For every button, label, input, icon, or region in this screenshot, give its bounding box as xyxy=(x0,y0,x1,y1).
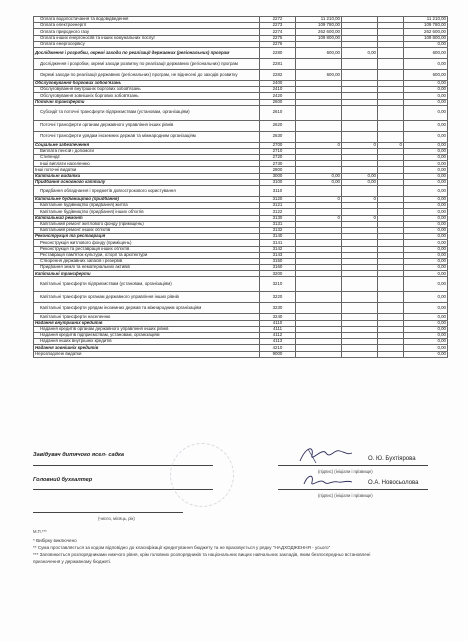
table-row xyxy=(34,292,448,303)
table-row xyxy=(34,120,448,131)
row-value-col4: 0,00 xyxy=(404,240,448,246)
row-value-col4: 0,00 xyxy=(404,303,448,314)
row-name: Виплата пенсій і допомоги xyxy=(34,148,260,154)
row-value-col1 xyxy=(296,58,342,69)
row-code: 2630 xyxy=(260,131,296,142)
row-value-col1: 262 600,00 xyxy=(296,29,342,35)
row-code: 2274 xyxy=(260,29,296,35)
row-code: 2600 xyxy=(260,99,296,105)
row-code: 3130 xyxy=(260,215,296,221)
row-name: Надання інших внутрішніх кредитів xyxy=(34,339,260,345)
footnote-3: *** Заповнюється розпорядниками нижчого рівня, крім головних розпорядників та національних вищих навчальних закладів, яким безпосередньо встановлені xyxy=(33,552,371,557)
row-code: 3100 xyxy=(260,179,296,185)
row-name: Стипендії xyxy=(34,155,260,161)
row-value-col4: 0,00 xyxy=(404,258,448,264)
row-value-col4: 0,00 xyxy=(404,333,448,339)
row-value-col2 xyxy=(342,303,378,314)
row-code: 2410 xyxy=(260,87,296,93)
row-code: 2281 xyxy=(260,58,296,69)
row-code: 2730 xyxy=(260,161,296,167)
row-name: Субсидії та поточні трансферти підприємствам (установам, організаціям) xyxy=(34,105,260,120)
row-value-col2 xyxy=(342,69,378,80)
row-value-col3 xyxy=(378,131,404,142)
row-value-col1 xyxy=(296,131,342,142)
row-value-col4: 0,00 xyxy=(404,215,448,221)
row-name: Придбання землі та нематеріальних активів xyxy=(34,265,260,271)
row-name: Капітальне будівництво (придбання) інших об'єктів xyxy=(34,209,260,215)
row-value-col4: 0,00 xyxy=(404,58,448,69)
row-value-col1: 0 xyxy=(296,215,342,221)
row-value-col1: 0,00 xyxy=(296,179,342,185)
row-name: Капітальний ремонт житлового фонду (приміщень) xyxy=(34,221,260,227)
row-code: 2276 xyxy=(260,41,296,47)
row-code: 2710 xyxy=(260,148,296,154)
row-name: Капітальне будівництво (придбання) житла xyxy=(34,203,260,209)
row-value-col3 xyxy=(378,303,404,314)
row-value-col4: 600,00 xyxy=(404,69,448,80)
row-value-col2 xyxy=(342,131,378,142)
row-value-col4: 0,00 xyxy=(404,320,448,326)
accountant-position-label: Головний бухгалтер xyxy=(33,477,93,483)
table-row xyxy=(34,351,448,357)
row-value-col1: 0 xyxy=(296,142,342,148)
row-value-col4: 0,00 xyxy=(404,345,448,351)
row-value-col2: 0 xyxy=(342,215,378,221)
row-name: Нерозподілені видатки xyxy=(34,351,260,357)
row-name: Реставрація пам'яток культури, історії та архітектури xyxy=(34,252,260,258)
date-caption: (число, місяць, рік) xyxy=(98,516,135,521)
row-value-col4: 0,00 xyxy=(404,99,448,105)
head-position-label: Завідувач дитячого ясел- садка xyxy=(33,452,125,458)
row-value-col4: 0,00 xyxy=(404,227,448,233)
row-value-col4: 11 210,00 xyxy=(404,17,448,23)
row-name: Капітальні трансферти органам державного управління інших рівнів xyxy=(34,292,260,303)
table-row xyxy=(34,186,448,197)
row-value-col3: 0 xyxy=(378,142,404,148)
row-value-col4: 0,00 xyxy=(404,155,448,161)
row-name: Реконструкція житлового фонду (приміщень) xyxy=(34,240,260,246)
row-code: 4210 xyxy=(260,345,296,351)
row-name: Капітальні трансферти урядам іноземних держав та міжнародним організаціям xyxy=(34,303,260,314)
row-code: 3143 xyxy=(260,252,296,258)
row-code: 2272 xyxy=(260,17,296,23)
row-name: Обслуговування зовнішніх боргових зобов'язань xyxy=(34,93,260,99)
row-name: Створення державних запасів і резервів xyxy=(34,258,260,264)
row-name: Інші виплати населенню xyxy=(34,161,260,167)
row-value-col4: 0,00 xyxy=(404,173,448,179)
row-name: Капітальні трансферти населенню xyxy=(34,314,260,320)
row-code: 3141 xyxy=(260,240,296,246)
row-code: 3140 xyxy=(260,234,296,240)
row-name: Надання внутрішніх кредитів xyxy=(34,320,260,326)
row-value-col4: 0,00 xyxy=(404,314,448,320)
row-value-col1 xyxy=(296,120,342,131)
accountant-name: О.А. Новосьолова xyxy=(368,480,419,486)
row-name: Капітальні трансферти xyxy=(34,271,260,277)
row-name: Поточні трансферти xyxy=(34,99,260,105)
stamp-label: М.П.*** xyxy=(33,529,47,534)
row-code: 3122 xyxy=(260,209,296,215)
row-code: 3000 xyxy=(260,173,296,179)
row-code: 3150 xyxy=(260,258,296,264)
row-value-col4: 0,00 xyxy=(404,351,448,357)
row-code: 3220 xyxy=(260,292,296,303)
row-name: Оплата електроенергії xyxy=(34,23,260,29)
row-name: Реконструкція та реставрація інших об'єктів xyxy=(34,246,260,252)
row-value-col4: 0,00 xyxy=(404,93,448,99)
table-row xyxy=(34,47,448,58)
row-code: 2280 xyxy=(260,47,296,58)
row-value-col4: 0,00 xyxy=(404,292,448,303)
row-value-col4: 0,00 xyxy=(404,203,448,209)
row-code: 2620 xyxy=(260,120,296,131)
row-name: Поточні трансферти урядам іноземних держав та міжнародним організаціям xyxy=(34,131,260,142)
row-name: Дослідження і розробки, окремі заходи по реалізації державних (регіональних) програм xyxy=(34,47,260,58)
row-value-col4: 0,00 xyxy=(404,142,448,148)
table-row xyxy=(34,105,448,120)
row-value-col2 xyxy=(342,186,378,197)
row-value-col4: 0,00 xyxy=(404,221,448,227)
row-code: 3132 xyxy=(260,227,296,233)
row-value-col2 xyxy=(342,105,378,120)
row-value-col2: 0 xyxy=(342,197,378,203)
row-value-col4: 0,00 xyxy=(404,105,448,120)
row-code: 2400 xyxy=(260,80,296,86)
row-value-col3 xyxy=(378,58,404,69)
row-value-col3 xyxy=(378,292,404,303)
row-value-col4: 0,00 xyxy=(404,87,448,93)
row-value-col1: 109 780,00 xyxy=(296,23,342,29)
row-value-col2: 0,00 xyxy=(342,173,378,179)
row-name: Придбання обладнання і предметів довгострокового користування xyxy=(34,186,260,197)
row-name: Дослідження і розробки, окремі заходи розвитку по реалізації державних (регіональних) програм xyxy=(34,58,260,69)
row-name: Надання кредитів органам державного управління інших рівнів xyxy=(34,326,260,332)
table-row xyxy=(34,58,448,69)
row-value-col4: 0,00 xyxy=(404,326,448,332)
row-value-col2: 0,00 xyxy=(342,47,378,58)
row-code: 3240 xyxy=(260,314,296,320)
row-name: Окремі заходи по реалізації державних (регіональних) програм, не віднесені до заходів розвитку xyxy=(34,69,260,80)
footnote-1: * Вибірку виключено xyxy=(33,538,77,543)
row-value-col4: 600,00 xyxy=(404,47,448,58)
row-code: 2282 xyxy=(260,69,296,80)
row-value-col4: 0,00 xyxy=(404,197,448,203)
row-name: Оплата водопостачання та водовідведення xyxy=(34,17,260,23)
accountant-signature-image xyxy=(300,470,356,492)
head-caption: (підпис) (ініціали і прізвище) xyxy=(318,469,373,474)
row-name: Капітальні видатки xyxy=(34,173,260,179)
row-name: Оплата природного газу xyxy=(34,29,260,35)
row-name: Обслуговування боргових зобов'язань xyxy=(34,80,260,86)
row-value-col1: 11 210,00 xyxy=(296,17,342,23)
row-value-col4: 0,00 xyxy=(404,252,448,258)
row-value-col3 xyxy=(378,120,404,131)
row-value-col4: 262 600,00 xyxy=(404,29,448,35)
row-value-col2 xyxy=(342,58,378,69)
budget-table-body xyxy=(34,17,448,358)
row-code: 2275 xyxy=(260,35,296,41)
row-value-col3 xyxy=(378,69,404,80)
table-row xyxy=(34,303,448,314)
row-value-col4: 0,00 xyxy=(404,186,448,197)
row-value-col1 xyxy=(296,186,342,197)
row-value-col4: 109 800,00 xyxy=(404,35,448,41)
row-value-col1: 109 800,00 xyxy=(296,35,342,41)
row-code: 3110 xyxy=(260,186,296,197)
row-value-col4: 109 780,00 xyxy=(404,23,448,29)
row-value-col4: 0,00 xyxy=(404,271,448,277)
row-value-col4: 0,00 xyxy=(404,148,448,154)
row-code: 3210 xyxy=(260,277,296,292)
row-code: 9000 xyxy=(260,351,296,357)
footnote-4: призначення у державному бюджеті. xyxy=(33,559,112,564)
head-name: О. Ю. Бухтіярова xyxy=(368,456,416,462)
row-name: Соціальне забезпечення xyxy=(34,142,260,148)
row-code: 3230 xyxy=(260,303,296,314)
row-value-col1 xyxy=(296,105,342,120)
row-name: Капітальне будівництво (придбання) xyxy=(34,197,260,203)
row-name: Обслуговування внутрішніх боргових зобов'язань xyxy=(34,87,260,93)
row-name: Надання зовнішніх кредитів xyxy=(34,345,260,351)
row-name: Надання кредитів підприємствам, установам, організаціям xyxy=(34,333,260,339)
row-value-col1: 600,00 xyxy=(296,69,342,80)
row-name: Поточні трансферти органам державного управління інших рівнів xyxy=(34,120,260,131)
row-value-col2 xyxy=(342,351,378,357)
row-code: 2273 xyxy=(260,23,296,29)
table-row xyxy=(34,277,448,292)
row-code: 4111 xyxy=(260,326,296,332)
row-value-col4: 0,00 xyxy=(404,120,448,131)
row-value-col4: 0,00 xyxy=(404,209,448,215)
row-name: Інші поточні видатки xyxy=(34,167,260,173)
row-value-col2 xyxy=(342,120,378,131)
row-code: 4112 xyxy=(260,333,296,339)
row-code: 4113 xyxy=(260,339,296,345)
row-code: 3121 xyxy=(260,203,296,209)
row-code: 2700 xyxy=(260,142,296,148)
row-code: 3120 xyxy=(260,197,296,203)
row-value-col3 xyxy=(378,105,404,120)
row-value-col2 xyxy=(342,292,378,303)
row-value-col4: 0,00 xyxy=(404,246,448,252)
accountant-caption: (підпис) (ініціали і прізвище) xyxy=(318,493,373,498)
row-value-col1 xyxy=(296,292,342,303)
row-value-col4: 0,00 xyxy=(404,234,448,240)
row-value-col1 xyxy=(296,351,342,357)
row-value-col3 xyxy=(378,47,404,58)
budget-table xyxy=(33,16,448,358)
row-code: 3160 xyxy=(260,265,296,271)
row-value-col4: 0,00 xyxy=(404,339,448,345)
row-name: Оплата інших енергоносіїв та інших комунальних послуг xyxy=(34,35,260,41)
stamp-impression xyxy=(170,443,234,507)
row-value-col4: 0,00 xyxy=(404,80,448,86)
row-code: 2610 xyxy=(260,105,296,120)
row-name: Придбання основного капіталу xyxy=(34,179,260,185)
date-line xyxy=(33,512,183,513)
row-value-col4: 0,00 xyxy=(404,265,448,271)
row-value-col4: 0,00 xyxy=(404,167,448,173)
row-value-col4: 0,00 xyxy=(404,131,448,142)
row-code: 2420 xyxy=(260,93,296,99)
row-value-col2: 0 xyxy=(342,142,378,148)
row-name: Капітальні трансферти підприємствам (установам, організаціям) xyxy=(34,277,260,292)
row-name: Капітальний ремонт інших об'єктів xyxy=(34,227,260,233)
row-value-col3 xyxy=(378,351,404,357)
row-code: 3200 xyxy=(260,271,296,277)
table-row xyxy=(34,131,448,142)
row-value-col4: 0,00 xyxy=(404,41,448,47)
table-row xyxy=(34,69,448,80)
row-value-col1 xyxy=(296,277,342,292)
row-value-col1 xyxy=(296,303,342,314)
row-value-col2 xyxy=(342,277,378,292)
row-value-col3 xyxy=(378,277,404,292)
row-value-col2: 0,00 xyxy=(342,179,378,185)
row-value-col4: 0,00 xyxy=(404,277,448,292)
row-code: 3131 xyxy=(260,221,296,227)
footnote-2: ** Сума проставляється за кодом відповідно до класифікації кредитування бюджету та не враховується у рядку "НАДХОДЖЕННЯ - усього" xyxy=(33,545,331,550)
row-value-col4: 0,00 xyxy=(404,161,448,167)
row-code: 4110 xyxy=(260,320,296,326)
head-signature-image xyxy=(296,441,356,467)
row-name: Оплата енергосервісу xyxy=(34,41,260,47)
row-value-col4: 0,00 xyxy=(404,179,448,185)
row-code: 3142 xyxy=(260,246,296,252)
row-code: 2800 xyxy=(260,167,296,173)
row-name: Капітальний ремонт xyxy=(34,215,260,221)
row-name: Реконструкція та реставрація xyxy=(34,234,260,240)
row-value-col1: 0,00 xyxy=(296,173,342,179)
row-value-col1: 600,00 xyxy=(296,47,342,58)
row-code: 2720 xyxy=(260,155,296,161)
row-value-col3 xyxy=(378,186,404,197)
row-value-col1: 0 xyxy=(296,197,342,203)
